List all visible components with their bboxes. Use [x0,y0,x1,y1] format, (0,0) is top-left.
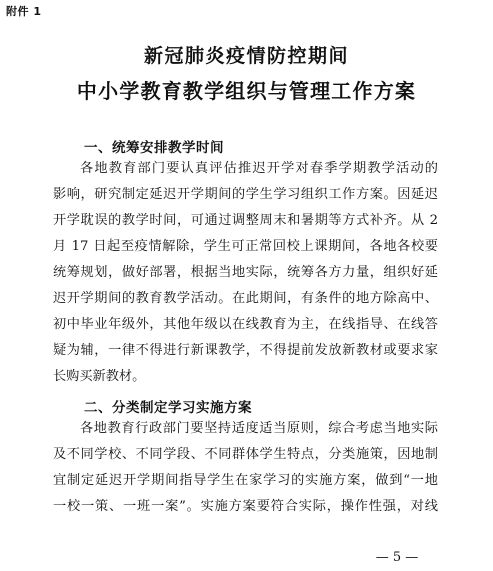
paragraph-line: 各地教育部门要认真评估推迟开学对春季学期教学活动的 [80,161,438,176]
paragraph-line: 长购买新教材。 [53,369,146,384]
page-number: — 5 — [375,550,419,565]
paragraph-line: 各地教育行政部门要坚持适度适当原则，综合考虑当地实际 [80,421,438,436]
document-title-line-2: 中小学教育教学组织与管理工作方案 [76,79,417,103]
paragraph-line: 月 17 日起至疫情解除，学生可正常回校上课期间，各地各校要 [53,239,438,254]
paragraph-line: 一校一策、一班一案”。实施方案要符合实际，操作性强，对线 [53,499,438,514]
paragraph-line: 初中毕业年级外，其他年级以在线教育为主，在线指导、在线答 [53,317,438,332]
paragraph-line: 影响，研究制定延迟开学期间的学生学习组织工作方案。因延迟 [53,187,438,202]
paragraph-line: 宜制定延迟开学期间指导学生在家学习的实施方案，做到“一地 [53,473,438,488]
paragraph-line: 及不同学校、不同学段、不同群体学生特点，分类施策，因地制 [53,447,438,462]
document-title-line-1: 新冠肺炎疫情防控期间 [143,45,349,67]
paragraph-line: 迟开学期间的教育教学活动。在此期间，有条件的地方除高中、 [53,291,438,306]
section-heading-1: 一、统筹安排教学时间 [84,140,224,156]
section-heading-2: 二、分类制定学习实施方案 [84,400,252,416]
attachment-label: 附件 1 [6,5,42,18]
paragraph-line: 开学耽误的教学时间，可通过调整周末和暑期等方式补齐。从 2 [53,213,438,228]
paragraph-line: 疑为辅，一律不得进行新课教学，不得提前发放新教材或要求家 [53,343,438,358]
paragraph-line: 统筹规划，做好部署，根据当地实际，统筹各方力量，组织好延 [53,265,438,280]
